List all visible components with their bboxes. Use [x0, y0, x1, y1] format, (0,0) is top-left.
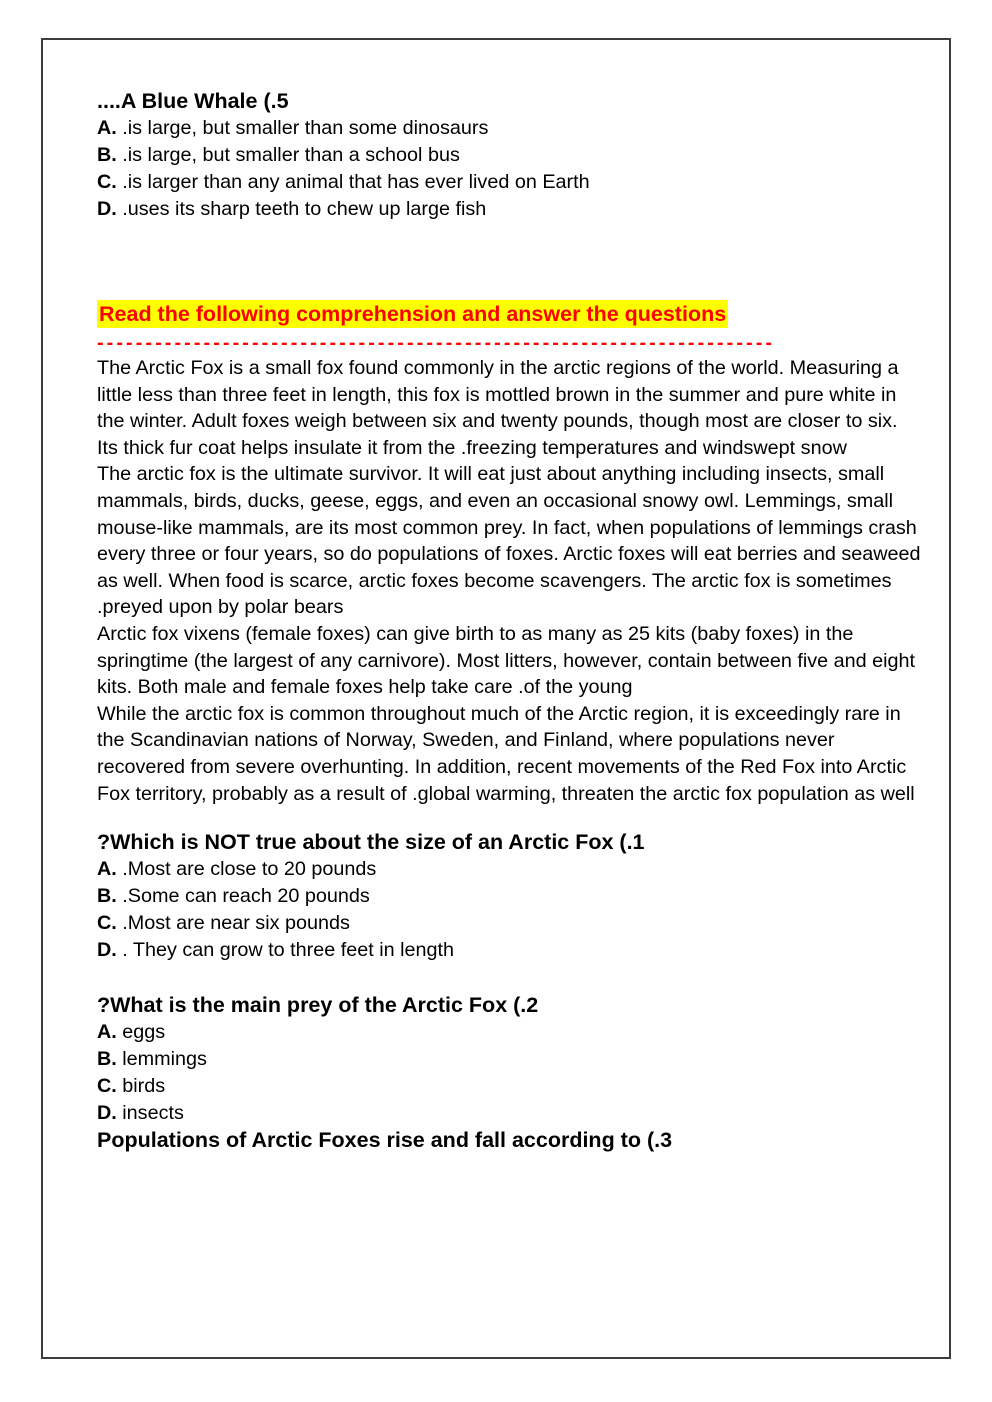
- question-5-option-c: [97, 169, 923, 196]
- page-content: [43, 40, 949, 1154]
- option-letter: D.: [97, 198, 117, 220]
- question-2-block: [97, 992, 923, 1127]
- option-letter: D.: [97, 1102, 117, 1125]
- option-letter: A.: [97, 117, 117, 139]
- option-letter: C.: [97, 1075, 117, 1098]
- question-1-option-a: [97, 856, 923, 883]
- question-5-option-b: [97, 142, 923, 169]
- question-1-block: [97, 829, 923, 964]
- divider-line: ----------------------------------------------------------------------: [97, 332, 776, 354]
- passage-paragraph-1: The Arctic Fox is a small fox found commonly in the arctic regions of the world. Measuring a little less than three feet in length, this fox is mottled brown in the summer and pure white in the winter. Adult foxes weigh between six and twenty pounds, though most are closer to six. Its thick fur coat helps insulate it from the .freezing temperatures and windswept snow: [97, 357, 899, 459]
- option-letter: C.: [97, 171, 117, 193]
- question-5-title: ....A Blue Whale (.5: [97, 89, 289, 113]
- option-text: . They can grow to three feet in length: [122, 939, 455, 962]
- option-text: .Most are close to 20 pounds: [122, 858, 377, 881]
- option-text: .is large, but smaller than some dinosaurs: [122, 117, 489, 139]
- question-2-option-d: [97, 1100, 923, 1127]
- passage-paragraph-4: While the arctic fox is common throughout much of the Arctic region, it is exceedingly rare in the Scandinavian nations of Norway, Sweden, and Finland, where populations never recovered from severe overhunting. In addition, recent movements of the Red Fox into Arctic Fox territory, probably as a result of .global warming, threaten the arctic fox population as well: [97, 702, 915, 805]
- spacer: [97, 223, 923, 300]
- option-text: lemmings: [122, 1048, 207, 1071]
- question-2-option-b: [97, 1046, 923, 1073]
- option-letter: A.: [97, 858, 117, 881]
- question-2-option-c: [97, 1073, 923, 1100]
- question-1-title: ?Which is NOT true about the size of an Arctic Fox (.1: [97, 830, 645, 855]
- option-letter: B.: [97, 885, 117, 908]
- question-2-option-a: [97, 1019, 923, 1046]
- question-5-block: [97, 88, 923, 223]
- option-letter: C.: [97, 912, 117, 935]
- option-text: birds: [122, 1075, 166, 1098]
- option-text: insects: [122, 1102, 184, 1125]
- question-1-option-b: [97, 883, 923, 910]
- option-text: eggs: [122, 1021, 166, 1044]
- option-text: .is large, but smaller than a school bus: [122, 144, 460, 166]
- question-5-option-a: [97, 115, 923, 142]
- option-letter: B.: [97, 1048, 117, 1071]
- section-header: [97, 300, 923, 331]
- option-text: .Most are near six pounds: [122, 912, 350, 935]
- spacer: [97, 807, 923, 829]
- passage-paragraph-2: The arctic fox is the ultimate survivor. It will eat just about anything including insects, small mammals, birds, ducks, geese, eggs, and even an occasional snowy owl. Lemmings, small mouse-like mammals, are its most common prey. In fact, when populations of lemmings crash every three or four years, so do populations of foxes. Arctic foxes will eat berries and seaweed as well. When food is scarce, arctic foxes become scavengers. The arctic fox is sometimes .preyed upon by polar bears: [97, 463, 921, 619]
- reading-passage: [97, 355, 923, 807]
- question-1-option-c: [97, 910, 923, 937]
- question-3-title: Populations of Arctic Foxes rise and fall according to (.3: [97, 1128, 673, 1153]
- question-1-option-d: [97, 937, 923, 964]
- passage-paragraph-3: Arctic fox vixens (female foxes) can give birth to as many as 25 kits (baby foxes) in the springtime (the largest of any carnivore). Most litters, however, contain between five and eight kits. Both male and female foxes help take care .of the young: [97, 622, 916, 699]
- section-header-highlight: Read the following comprehension and answer the questions: [99, 302, 727, 326]
- option-text: .is larger than any animal that has ever lived on Earth: [122, 171, 590, 193]
- option-text: .uses its sharp teeth to chew up large fish: [122, 198, 487, 220]
- option-text: .Some can reach 20 pounds: [122, 885, 370, 908]
- option-letter: D.: [97, 939, 117, 962]
- question-5-option-d: [97, 196, 923, 223]
- spacer: [97, 964, 923, 992]
- question-3-block: [97, 1127, 923, 1154]
- option-letter: A.: [97, 1021, 117, 1044]
- page-border-frame: [41, 38, 951, 1359]
- option-letter: B.: [97, 144, 117, 166]
- question-2-title: ?What is the main prey of the Arctic Fox (.2: [97, 993, 539, 1018]
